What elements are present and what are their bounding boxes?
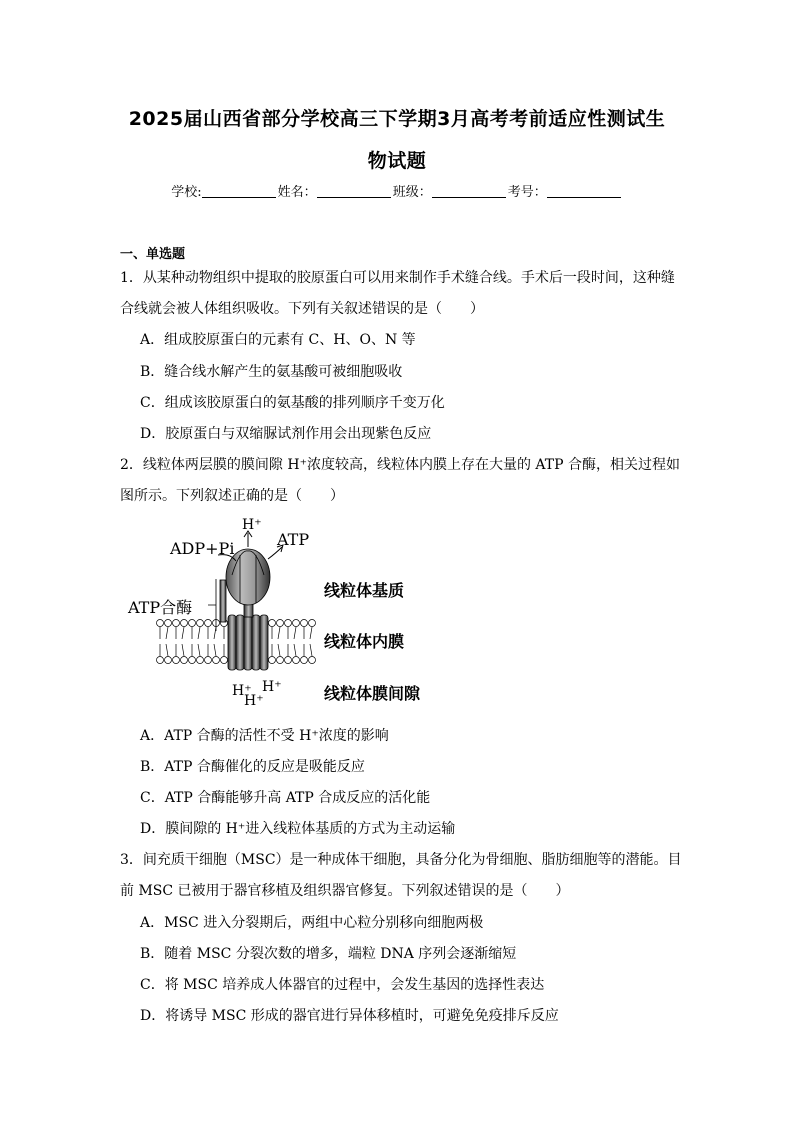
q2-stem-line-2: 图所示。下列叙述正确的是（ ） xyxy=(120,488,344,504)
q3-stem-line-2: 前 MSC 已被用于器官移植及组织器官修复。下列叙述错误的是（ ） xyxy=(120,883,570,899)
q1-stem-line-1: 1．从某种动物组织中提取的胶原蛋白可以用来制作手术缝合线。手术后一段时间，这种缝 xyxy=(120,270,675,286)
h-plus-bottom-label-2: H⁺ xyxy=(262,679,282,695)
membrane-rotor-ring xyxy=(228,615,268,670)
atp-synthase-diagram xyxy=(120,515,450,715)
q3-option-c[interactable]: C．将 MSC 培养成人体器官的过程中，会发生基因的选择性表达 xyxy=(140,977,545,993)
q2-option-a[interactable]: A．ATP 合酶的活性不受 H⁺浓度的影响 xyxy=(140,728,389,744)
adp-pi-label: ADP+Pi xyxy=(170,539,235,558)
document-title-line-2: 物试题 xyxy=(367,150,427,172)
q3-option-b[interactable]: B．随着 MSC 分裂次数的增多，端粒 DNA 序列会逐渐缩短 xyxy=(140,946,517,962)
q1-option-d[interactable]: D．胶原蛋白与双缩脲试剂作用会出现紫色反应 xyxy=(140,426,432,442)
inner-membrane-label: 线粒体内膜 xyxy=(324,632,405,651)
q2-option-c[interactable]: C．ATP 合酶能够升高 ATP 合成反应的活化能 xyxy=(140,790,431,806)
q2-stem-line-1: 2．线粒体两层膜的膜间隙 H⁺浓度较高，线粒体内膜上存在大量的 ATP 合酶，相关过程如 xyxy=(120,457,680,473)
h-plus-top-label: H⁺ xyxy=(242,517,262,533)
matrix-label: 线粒体基质 xyxy=(324,581,405,600)
name-label: 姓名： xyxy=(277,185,317,200)
intermembrane-space-label: 线粒体膜间隙 xyxy=(324,684,421,703)
school-blank[interactable] xyxy=(202,185,276,198)
exam-number-label: 考号： xyxy=(507,185,547,200)
h-plus-bottom-label-1: H⁺ xyxy=(232,683,252,699)
q1-stem-line-2: 合线就会被人体组织吸收。下列有关叙述错误的是（ ） xyxy=(120,301,484,317)
h-plus-bottom-label-3: H⁺ xyxy=(244,693,264,709)
q1-option-c[interactable]: C．组成该胶原蛋白的氨基酸的排列顺序千变万化 xyxy=(140,395,445,411)
q2-option-b[interactable]: B．ATP 合酶催化的反应是吸能反应 xyxy=(140,759,365,775)
school-label: 学校: xyxy=(171,185,202,200)
section-heading: 一、单选题 xyxy=(120,247,186,262)
class-blank[interactable] xyxy=(432,185,506,198)
q1-option-a[interactable]: A．组成胶原蛋白的元素有 C、H、O、N 等 xyxy=(140,332,416,348)
exam-number-blank[interactable] xyxy=(547,185,621,198)
q3-stem-line-1: 3．间充质干细胞（MSC）是一种成体干细胞，具备分化为骨细胞、脂肪细胞等的潜能。目 xyxy=(120,852,682,868)
peripheral-stalk xyxy=(220,580,226,622)
student-info-line xyxy=(0,181,794,200)
atp-synthase-label: ATP合酶 xyxy=(128,598,193,617)
document-title-line-1: 2025届山西省部分学校高三下学期3月高考考前适应性测试生 xyxy=(128,108,666,130)
q3-option-d[interactable]: D．将诱导 MSC 形成的器官进行异体移植时，可避免免疫排斥反应 xyxy=(140,1008,559,1024)
q3-option-a[interactable]: A．MSC 进入分裂期后，两组中心粒分别移向细胞两极 xyxy=(140,915,484,931)
atp-label: ATP xyxy=(277,530,310,549)
q1-option-b[interactable]: B．缝合线水解产生的氨基酸可被细胞吸收 xyxy=(140,364,403,380)
q2-option-d[interactable]: D．膜间隙的 H⁺进入线粒体基质的方式为主动运输 xyxy=(140,821,456,837)
class-label: 班级： xyxy=(392,185,432,200)
name-blank[interactable] xyxy=(317,185,391,198)
